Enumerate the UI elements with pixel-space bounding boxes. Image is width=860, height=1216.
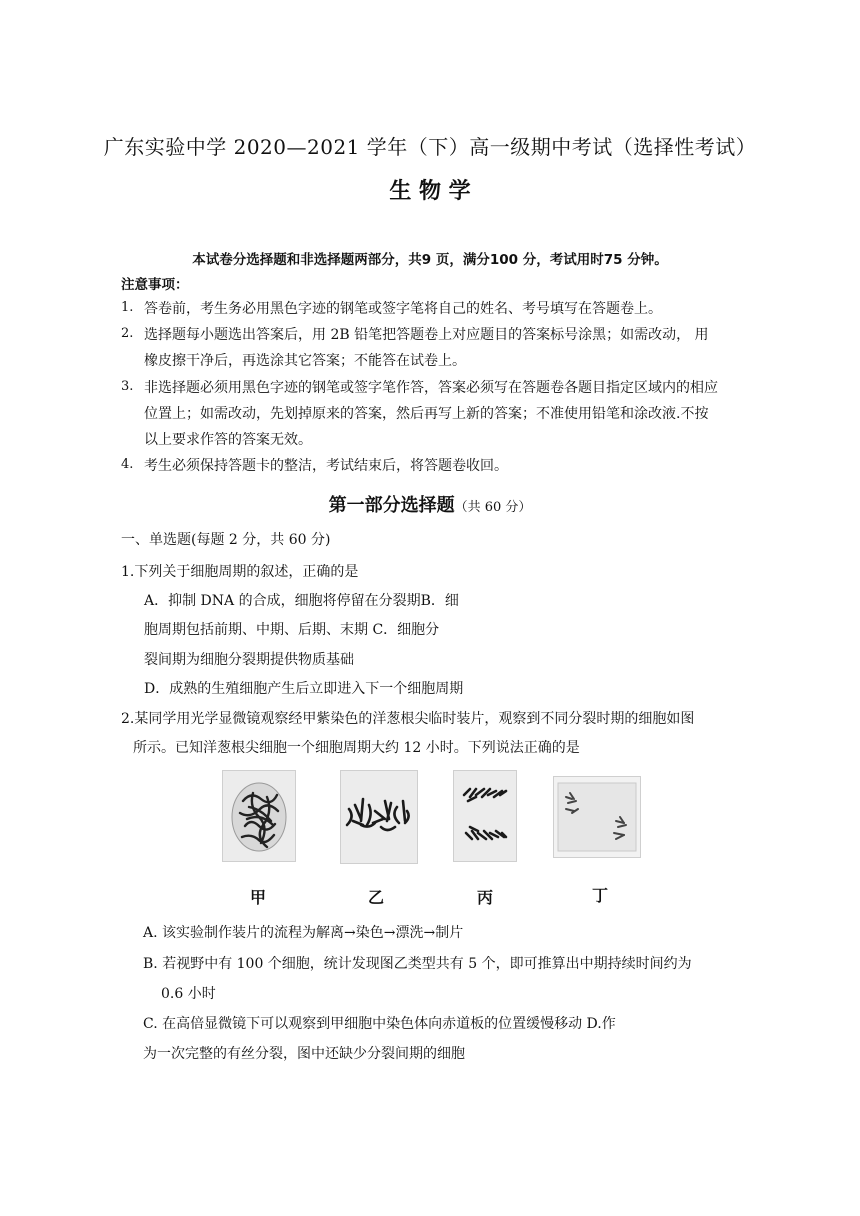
q2-stem-cont: 所示。已知洋葱根尖细胞一个细胞周期大约 12 小时。下列说法正确的是 [133, 740, 580, 756]
figure-label-jia: 甲 [250, 888, 267, 907]
note-number: 2. [121, 326, 134, 341]
section-heading [0, 491, 860, 517]
notes-heading: 注意事项： [121, 277, 189, 293]
section-title: 第一部分选择题 [328, 495, 455, 516]
note-line: 橡皮擦干净后，再选涂其它答案；不能答在试卷上。 [144, 353, 466, 369]
note-number: 4. [121, 457, 134, 472]
section-points: （共 60 分） [454, 500, 532, 515]
micrograph-yi [340, 770, 418, 864]
exam-intro: 本试卷分选择题和非选择题两部分，共9 页，满分100 分，考试用时75 分钟。 [192, 252, 668, 268]
q2-option-c: C. 在高倍显微镜下可以观察到甲细胞中染色体向赤道板的位置缓慢移动 D.作 [143, 1016, 616, 1032]
note-line: 以上要求作答的答案无效。 [144, 432, 312, 448]
q1-option-line: A．抑制 DNA 的合成，细胞将停留在分裂期B．细 [144, 593, 459, 609]
exam-title: 广东实验中学 2020—2021 学年（下）高一级期中考试（选择性考试） [103, 135, 757, 159]
figure-label-yi: 乙 [368, 888, 385, 907]
subject-title: 生 物 学 [389, 179, 471, 204]
micrograph-jia [222, 770, 296, 862]
q1-option-line: D．成熟的生殖细胞产生后立即进入下一个细胞周期 [144, 681, 464, 697]
note-line: 位置上；如需改动，先划掉原来的答案，然后再写上新的答案；不准使用铅笔和涂改液.不按 [144, 406, 709, 422]
q1-stem: 1.下列关于细胞周期的叙述，正确的是 [121, 564, 359, 580]
figure-label-ding: 丁 [592, 886, 609, 905]
figure-label-bing: 丙 [477, 888, 494, 907]
note-number: 3. [121, 379, 134, 394]
note-line: 选择题每小题选出答案后，用 2B 铅笔把答题卷上对应题目的答案标号涂黑；如需改动， 用 [144, 327, 709, 343]
q2-option-a: A. 该实验制作装片的流程为解离→染色→漂洗→制片 [143, 925, 464, 941]
note-number: 1. [121, 300, 134, 315]
micrograph-bing [453, 770, 517, 862]
q2-option-d-cont: 为一次完整的有丝分裂，图中还缺少分裂间期的细胞 [143, 1046, 465, 1062]
note-line: 非选择题必须用黑色字迹的钢笔或签字笔作答，答案必须写在答题卷各题目指定区域内的相应 [144, 380, 718, 396]
question-type: 一、单选题(每题 2 分，共 60 分) [121, 532, 331, 548]
q2-stem: 2.某同学用光学显微镜观察经甲紫染色的洋葱根尖临时装片，观察到不同分裂时期的细胞如图 [121, 711, 695, 727]
q1-option-line: 胞周期包括前期、中期、后期、末期 C．细胞分 [144, 622, 440, 638]
q2-option-b: B. 若视野中有 100 个细胞，统计发现图乙类型共有 5 个，即可推算出中期持续时间约为 [143, 956, 692, 972]
micrograph-ding [553, 776, 641, 858]
q1-option-line: 裂间期为细胞分裂期提供物质基础 [144, 652, 354, 668]
note-line: 答卷前，考生务必用黑色字迹的钢笔或签字笔将自己的姓名、考号填写在答题卷上。 [144, 301, 662, 317]
q2-option-b-cont: 0.6 小时 [161, 986, 216, 1002]
note-line: 考生必须保持答题卡的整洁，考试结束后，将答题卷收回。 [144, 458, 508, 474]
